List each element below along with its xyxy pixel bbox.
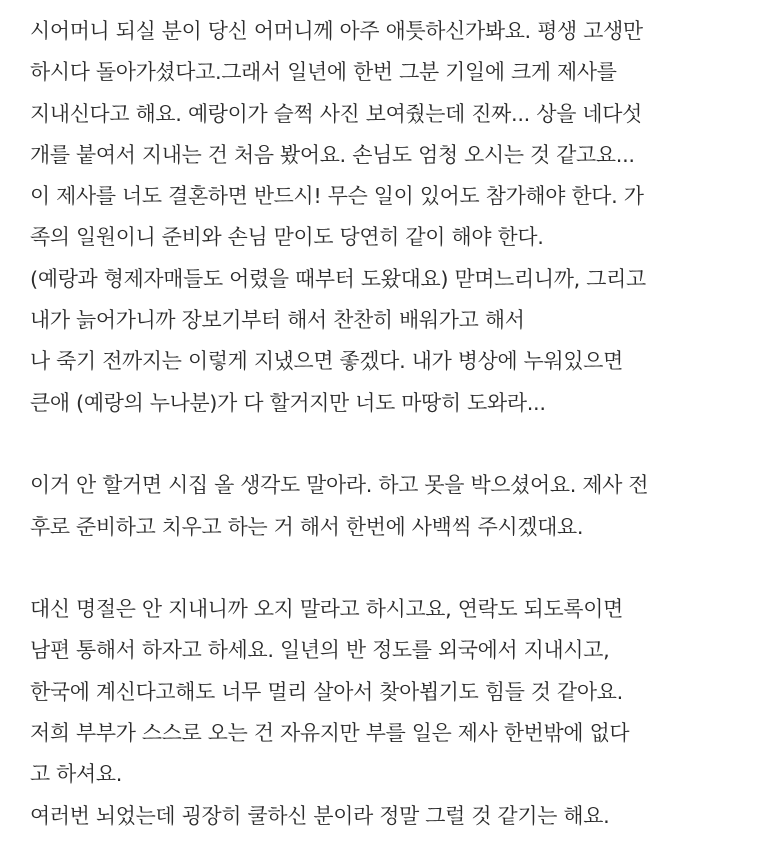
paragraph-2-line-1: 이거 안 할거면 시집 올 생각도 말아라. 하고 못을 박으셨어요. 제사 전 [30, 473, 649, 498]
paragraph-1-line-1: 시어머니 되실 분이 당신 어머니께 아주 애틋하신가봐요. 평생 고생만 [30, 19, 643, 43]
paragraph-spacer [30, 548, 770, 589]
paragraph-1-line-5: 이 제사를 너도 결혼하면 반드시! 무슨 일이 있어도 참가해야 한다. 가 [30, 184, 644, 209]
post-body [30, 0, 770, 837]
paragraph-3-line-5: 고 하셔요. [30, 762, 123, 787]
paragraph-3-line-2: 남편 통해서 하자고 하세요. 일년의 반 정도를 외국에서 지내시고, [30, 638, 610, 663]
paragraph-3-line-4: 저희 부부가 스스로 오는 건 자유지만 부를 일은 제사 한번밖에 없다 [30, 721, 630, 746]
paragraph-2-line-2: 후로 준비하고 치우고 하는 거 해서 한번에 사백씩 주시겠대요. [30, 514, 584, 539]
paragraph-1-line-3: 지내신다고 해요. 예랑이가 슬쩍 사진 보여줬는데 진짜... 상을 네다섯 [30, 101, 642, 126]
paragraph-1-line-10: 큰애 (예랑의 누나분)가 다 할거지만 너도 마땅히 도와라... [30, 390, 546, 415]
paragraph-1-line-8: 내가 늙어가니까 장보기부터 해서 찬찬히 배워가고 해서 [30, 308, 525, 333]
paragraph-3-line-1: 대신 명절은 안 지내니까 오지 말라고 하시고요, 연락도 되도록이면 [30, 597, 623, 622]
paragraph-3-line-3: 한국에 계신다고해도 너무 멀리 살아서 찾아뵙기도 힘들 것 같아요. [30, 679, 623, 704]
paragraph-1-line-7: (예랑과 형제자매들도 어렸을 때부터 도왔대요) 맏며느리니까, 그리고 [30, 266, 646, 291]
paragraph-1-line-9: 나 죽기 전까지는 이렇게 지냈으면 좋겠다. 내가 병상에 누워있으면 [30, 349, 623, 374]
paragraph-1-line-6: 족의 일원이니 준비와 손님 맏이도 당연히 같이 해야 한다. [30, 225, 544, 250]
paragraph-3-line-6: 여러번 뇌었는데 굉장히 쿨하신 분이라 정말 그럴 것 같기는 해요. [30, 803, 610, 828]
paragraph-1-line-4: 개를 붙여서 지내는 건 처음 봤어요. 손님도 엄청 오시는 것 같고요... [30, 142, 635, 167]
paragraph-1-line-2: 하시다 돌아가셨다고.그래서 일년에 한번 그분 기일에 크게 제사를 [30, 60, 617, 85]
paragraph-spacer [30, 424, 770, 465]
